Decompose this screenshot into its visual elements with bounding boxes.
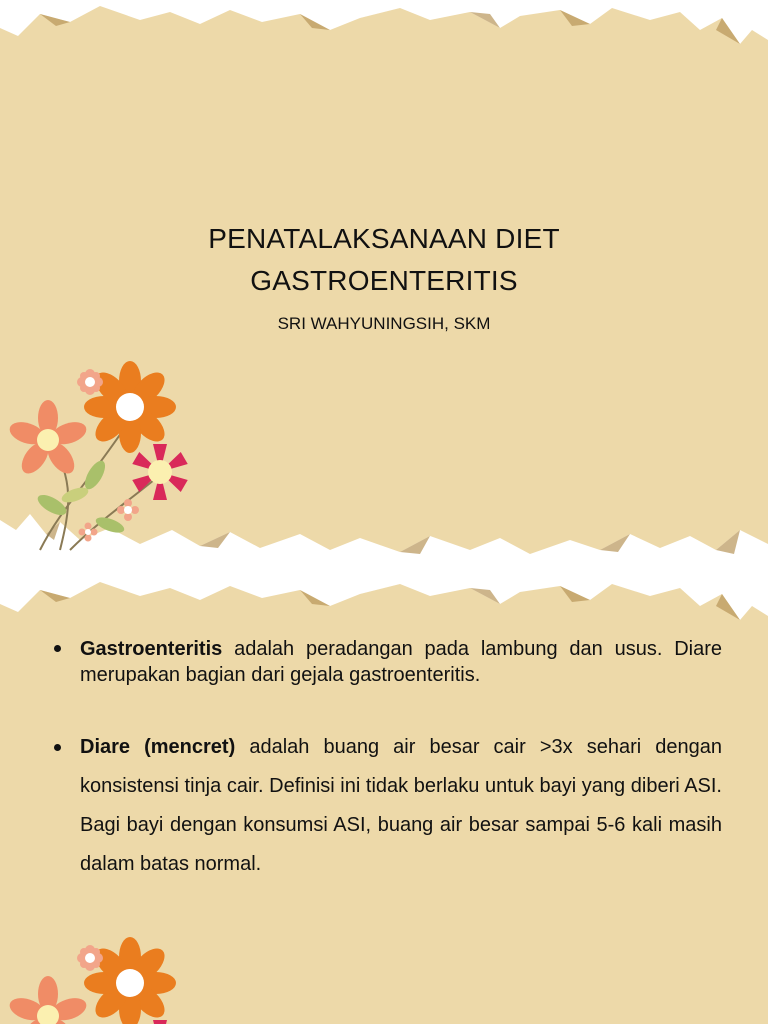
salmon-flower-icon bbox=[7, 400, 89, 478]
bullet-text: adalah buang air besar cair >3x sehari dengan konsistensi tinja cair. Definisi ini tidak berlaku untuk bayi yang diberi ASI. Bagi bayi dengan konsumsi ASI, buang air besar sampai 5-6 kali masih dalam batas normal. bbox=[80, 736, 723, 875]
bullet-term: Gastroenteritis bbox=[80, 638, 223, 660]
slide-title-line-2: GASTROENTERITIS bbox=[250, 265, 518, 296]
bullet-item bbox=[54, 728, 722, 884]
slide-title-line-1: PENATALAKSANAAN DIET bbox=[208, 223, 560, 254]
small-flower-icon bbox=[77, 369, 103, 395]
bullet-item bbox=[54, 636, 722, 688]
small-flower-icon bbox=[117, 499, 139, 521]
leaf-icon bbox=[81, 458, 109, 493]
flower-decoration bbox=[0, 936, 220, 1024]
slide-subtitle: SRI WAHYUNINGSIH, SKM bbox=[277, 314, 491, 333]
leaf-icon bbox=[60, 485, 90, 506]
flower-decoration bbox=[0, 360, 220, 570]
bullet-text: adalah peradangan pada lambung dan usus. Diare merupakan bagian dari gejala gastroenteritis. bbox=[80, 638, 722, 686]
stem bbox=[70, 475, 160, 550]
salmon-flower-icon bbox=[7, 976, 89, 1024]
torn-top-edge bbox=[0, 576, 768, 636]
bullet-dot bbox=[54, 645, 61, 652]
content-slide bbox=[0, 576, 768, 1024]
torn-top-edge bbox=[0, 0, 768, 60]
bullet-dot bbox=[54, 744, 61, 751]
leaf-icon bbox=[94, 514, 126, 536]
title-block bbox=[0, 218, 768, 334]
bullet-list bbox=[54, 636, 722, 884]
pink-flower-icon bbox=[132, 1020, 187, 1024]
small-flower-icon bbox=[77, 945, 103, 971]
bullet-term: Diare (mencret) bbox=[80, 736, 236, 758]
